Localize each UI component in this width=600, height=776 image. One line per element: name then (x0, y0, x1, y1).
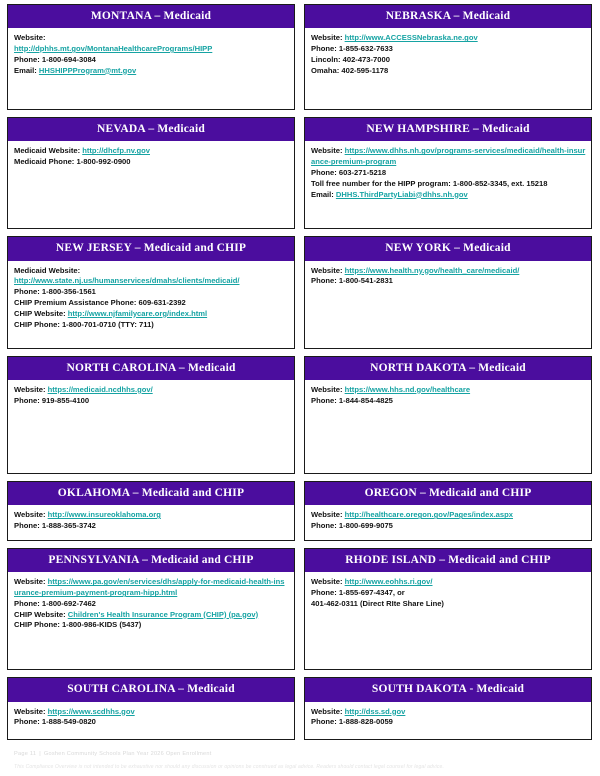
contact-line (311, 55, 586, 66)
contact-label: Website: (14, 384, 48, 394)
contact-line (14, 266, 289, 277)
state-contact-card (7, 4, 295, 110)
state-card-header: OKLAHOMA – Medicaid and CHIP (8, 482, 294, 505)
contact-label: CHIP Website: (14, 308, 68, 318)
contact-line (311, 66, 586, 77)
state-card-body (305, 28, 591, 109)
state-card-body (305, 141, 591, 228)
contact-label: Phone: 1-855-697-4347, or (311, 588, 405, 598)
contact-label: Phone: 1-888-549-0820 (14, 717, 96, 727)
contact-label: Phone: 1-800-692-7462 (14, 598, 96, 608)
state-card-header: PENNSYLVANIA – Medicaid and CHIP (8, 549, 294, 572)
footer-separator: | (39, 751, 41, 757)
contact-line (14, 55, 289, 66)
contact-line (311, 707, 586, 718)
contact-line (14, 157, 289, 168)
contact-label: Website: (14, 33, 46, 43)
state-card-body (8, 261, 294, 348)
contact-line (14, 146, 289, 157)
state-contact-card (7, 356, 295, 474)
contact-line (311, 146, 586, 168)
contact-link[interactable]: http://dphhs.mt.gov/MontanaHealthcarePrograms/HIPP (14, 44, 213, 53)
contact-label: Website: (311, 577, 345, 587)
contact-label: Phone: 1-844-854-4825 (311, 395, 393, 405)
contact-label: Medicaid Phone: 1-800-992-0900 (14, 157, 131, 167)
state-card-body (8, 141, 294, 228)
contact-line (311, 33, 586, 44)
contact-link[interactable]: http://healthcare.oregon.gov/Pages/index.aspx (344, 510, 513, 520)
contact-label: Phone: 1-888-365-3742 (14, 520, 96, 530)
contact-line (14, 298, 289, 309)
state-table-row (7, 236, 593, 348)
contact-label: Website: (311, 706, 345, 716)
contact-line (14, 396, 289, 407)
state-table-row (7, 677, 593, 739)
contact-link[interactable]: http://dss.sd.gov (344, 706, 406, 716)
row-spacer (7, 474, 593, 481)
contact-line (311, 44, 586, 55)
contact-label: Phone: 1-800-699-9075 (311, 520, 393, 530)
contact-link[interactable]: https://www.pa.gov/en/services/dhs/apply-for-medicaid-health-insurance-premium-payment-program-hipp.html (14, 577, 285, 598)
contact-link[interactable]: https://www.hhs.nd.gov/healthcare (344, 384, 471, 394)
state-card-body (8, 505, 294, 540)
contact-line (311, 510, 586, 521)
contact-link[interactable]: http://www.ACCESSNebraska.ne.gov (344, 33, 478, 43)
state-table-row (7, 356, 593, 474)
contact-line (14, 66, 289, 77)
contact-line (14, 309, 289, 320)
contact-line (14, 577, 289, 599)
state-table-row (7, 548, 593, 670)
state-contact-card (304, 236, 592, 348)
state-contact-card (304, 677, 592, 739)
state-card-body (8, 28, 294, 109)
state-contact-card (7, 481, 295, 541)
state-contact-card (304, 4, 592, 110)
contact-line (14, 276, 289, 287)
state-card-header: NEW HAMPSHIRE – Medicaid (305, 118, 591, 141)
contact-label: CHIP Phone: 1-800-986-KIDS (5437) (14, 620, 142, 630)
contact-label: Phone: 1-800-694-3084 (14, 54, 96, 64)
contact-line (311, 599, 586, 610)
contact-label: Lincoln: 402-473-7000 (311, 54, 390, 64)
state-contacts-table (7, 4, 593, 740)
row-spacer (7, 110, 593, 117)
state-card-header: NEW YORK – Medicaid (305, 237, 591, 260)
contact-link[interactable]: http://www.njfamilycare.org/index.html (67, 308, 208, 318)
contact-label: CHIP Phone: 1-800-701-0710 (TTY: 711) (14, 319, 154, 329)
contact-label: Website: (311, 384, 345, 394)
contact-line (311, 588, 586, 599)
state-card-header: NEVADA – Medicaid (8, 118, 294, 141)
contact-label: Website: (14, 577, 48, 587)
state-card-header: OREGON – Medicaid and CHIP (305, 482, 591, 505)
state-card-header: NORTH CAROLINA – Medicaid (8, 357, 294, 380)
contact-label: Medicaid Website: (14, 146, 83, 156)
contact-line (14, 707, 289, 718)
contact-line (14, 599, 289, 610)
row-spacer (7, 541, 593, 548)
contact-line (311, 266, 586, 277)
state-contact-card (7, 117, 295, 229)
contact-label: Email: (14, 65, 39, 75)
contact-line (14, 610, 289, 621)
contact-line (311, 717, 586, 728)
contact-line (14, 717, 289, 728)
contact-line (311, 179, 586, 190)
contact-line (311, 190, 586, 201)
state-contact-card (304, 356, 592, 474)
row-spacer (7, 229, 593, 236)
contact-label: Phone: 603-271-5218 (311, 168, 387, 177)
footer-disclaimer: This Compliance Overview is not intended to be exhaustive nor should any discussion or opinions be construed as legal advice. Readers should contact legal counsel for legal advice. (14, 764, 445, 770)
contact-label: Website: (311, 33, 345, 43)
state-card-body (8, 380, 294, 473)
contact-label: Phone: 1-888-828-0059 (311, 717, 393, 727)
contact-link[interactable]: https://www.scdhhs.gov (47, 706, 135, 716)
contact-label: Email: (311, 189, 336, 199)
contact-link[interactable]: http://www.insureoklahoma.org (47, 510, 161, 520)
contact-label: 401-462-0311 (Direct RIte Share Line) (311, 598, 444, 608)
state-card-body (305, 380, 591, 473)
state-contact-card (304, 117, 592, 229)
page-footer (14, 751, 586, 770)
contact-line (14, 44, 289, 55)
contact-line (14, 385, 289, 396)
state-contact-card (7, 236, 295, 348)
footer-page-label: Page 11 (14, 751, 37, 757)
state-card-header: RHODE ISLAND – Medicaid and CHIP (305, 549, 591, 572)
state-contact-card (304, 548, 592, 670)
contact-label: Website: (14, 510, 48, 520)
contact-label: CHIP Premium Assistance Phone: 609-631-2392 (14, 298, 186, 307)
row-spacer (7, 349, 593, 356)
contact-line (311, 276, 586, 287)
contact-line (14, 320, 289, 331)
state-card-body (8, 572, 294, 669)
state-card-header: NEW JERSEY – Medicaid and CHIP (8, 237, 294, 260)
state-card-header: NEBRASKA – Medicaid (305, 5, 591, 28)
contact-link[interactable]: http://dhcfp.nv.gov (82, 146, 150, 156)
contact-label: Website: (311, 146, 345, 156)
state-table-row (7, 4, 593, 110)
row-spacer (7, 670, 593, 677)
contact-line (14, 521, 289, 532)
state-card-body (305, 572, 591, 669)
state-card-header: SOUTH DAKOTA - Medicaid (305, 678, 591, 701)
contact-link[interactable]: http://www.eohhs.ri.gov/ (344, 577, 433, 587)
contact-label: Phone: 1-855-632-7633 (311, 44, 393, 53)
contact-line (14, 510, 289, 521)
contact-link[interactable]: https://www.health.ny.gov/health_care/medicaid/ (344, 265, 520, 275)
contact-label: Website: (311, 265, 345, 275)
contact-line (14, 620, 289, 631)
state-card-body (305, 505, 591, 540)
contact-label: Toll free number for the HIPP program: 1-800-852-3345, ext. 15218 (311, 178, 548, 188)
contact-label: Omaha: 402-595-1178 (311, 65, 389, 75)
state-contact-card (304, 481, 592, 541)
state-table-row (7, 117, 593, 229)
state-table-row (7, 481, 593, 541)
contact-link[interactable]: HHSHIPPProgram@mt.gov (38, 65, 137, 75)
contact-label: CHIP Website: (14, 609, 68, 619)
contact-line (311, 385, 586, 396)
contact-line (311, 577, 586, 588)
contact-label: Phone: 919-855-4100 (14, 395, 90, 405)
contact-line (311, 396, 586, 407)
contact-label: Phone: 1-800-541-2831 (311, 276, 393, 286)
contact-line (311, 168, 586, 179)
contact-link[interactable]: Children's Health Insurance Program (CHIP) (pa.gov) (67, 609, 259, 619)
state-contact-card (7, 548, 295, 670)
contact-line (14, 33, 289, 44)
state-card-header: SOUTH CAROLINA – Medicaid (8, 678, 294, 701)
contact-label: Medicaid Website: (14, 265, 81, 275)
state-card-body (8, 702, 294, 739)
state-contact-card (7, 677, 295, 739)
contact-link[interactable]: https://medicaid.ncdhhs.gov/ (47, 384, 153, 394)
contact-line (311, 521, 586, 532)
footer-page-info (14, 751, 586, 757)
contact-link[interactable]: https://www.dhhs.nh.gov/programs-services/medicaid/health-insurance-premium-program (311, 146, 586, 167)
state-card-header: MONTANA – Medicaid (8, 5, 294, 28)
contact-link[interactable]: DHHS.ThirdPartyLiabi@dhhs.nh.gov (335, 189, 468, 199)
state-card-body (305, 261, 591, 348)
contact-link[interactable]: http://www.state.nj.us/humanservices/dmahs/clients/medicaid/ (14, 276, 240, 286)
contact-label: Phone: 1-800-356-1561 (14, 287, 96, 297)
contact-label: Website: (311, 510, 345, 520)
contact-line (14, 287, 289, 298)
contact-label: Website: (14, 706, 48, 716)
state-card-body (305, 702, 591, 739)
state-card-header: NORTH DAKOTA – Medicaid (305, 357, 591, 380)
footer-document-name: Goshen Community Schools Plan Year 2026 Open Enrollment (43, 751, 212, 757)
